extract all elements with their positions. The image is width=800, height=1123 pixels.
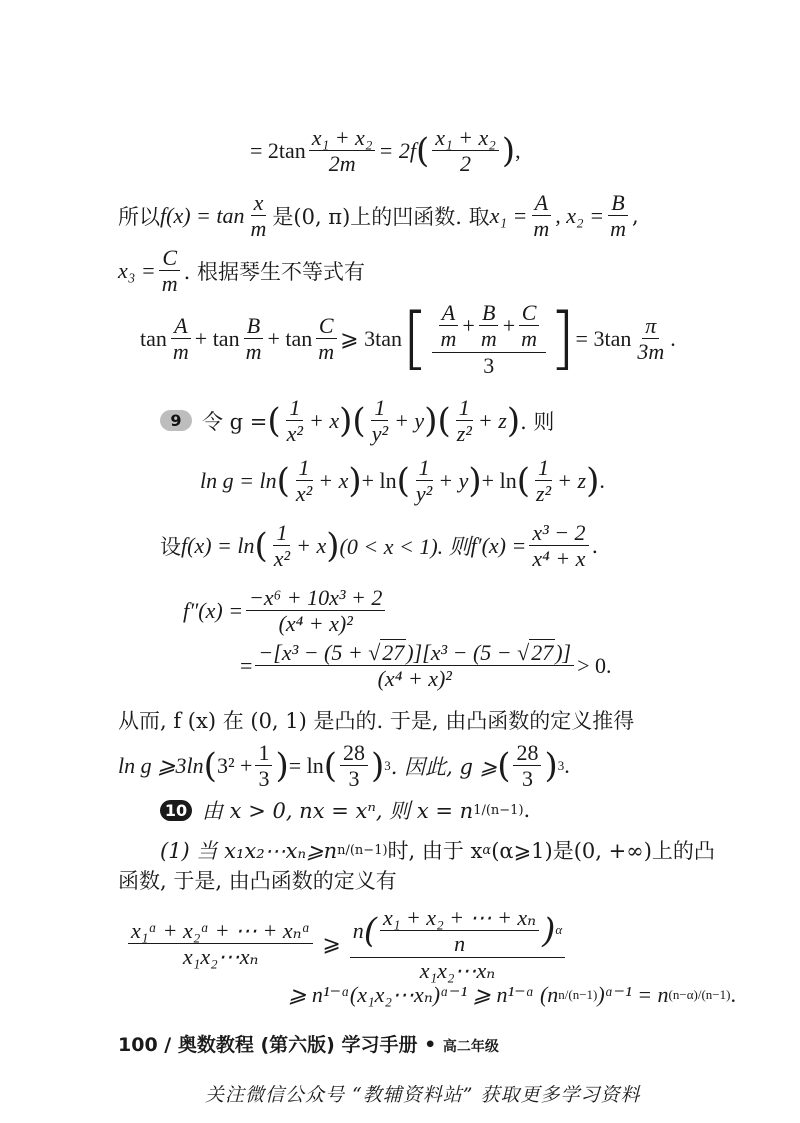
problem-number-badge: 10 <box>160 800 192 821</box>
second-derivative: f″(x) = $\frac{\text{−x⁶ + 10x³ + 2}}{\text{(x⁴ + x)²}}$ <box>183 585 388 637</box>
fraction: $\frac{C}{m}$ <box>159 245 181 297</box>
page-footer <box>118 1030 499 1057</box>
convex-definition-inequality: $\frac{\text{x₁ᵅ + x₂ᵅ + ⋯ + xₙᵅ}}{\text{x₁x₂⋯xₙ}}$ ⩾ n ( $\frac{\text{x₁ + x₂ + ⋯ + xₙ}}{n}$ ) α x₁x₂⋯xₙ <box>125 905 568 983</box>
fraction: $\frac{\text{x₁ + x₂}}{2}$ <box>432 125 499 177</box>
fraction: $\frac{A}{m}$ <box>533 190 550 242</box>
final-inequality: ⩾ n¹⁻ᵅ(x₁x₂⋯xₙ)ᵅ⁻¹ ⩾ n¹⁻ᵅ (n n/(n−1) )ᵅ⁻¹ = n (n−α)/(n−1) . <box>288 982 736 1007</box>
ln-g-result: ln g ⩾3ln ( 3² + $\frac{1}{3}$ ) = ln ( $\frac{28}{3}$ ) 3 . 因此, g ⩾ ( $\frac{28}{3}$ ) 3 . <box>118 740 570 792</box>
equation-line-1: = 2tan $\frac{\text{x₁ + x₂}}{2m}$ = 2f ( $\frac{\text{x₁ + x₂}}{2}$ ) , <box>250 125 521 177</box>
problem-10-text: 函数, 于是, 由凸函数的定义有 <box>118 869 397 893</box>
text-line-3: x₃ = $\frac{C}{m}$ . 根据琴生不等式有 <box>118 245 366 297</box>
convexity-text: 从而, f (x) 在 (0, 1) 是凸的. 于是, 由凸函数的定义推得 <box>118 709 635 733</box>
fraction: $\frac{B}{m}$ <box>610 190 626 242</box>
problem-9-intro: 9 令 g = ( $\frac{1}{\text{x²}}$ + x ) ( $\frac{1}{\text{y²}}$ + y ) ( $\frac{1}{\text{z²}}$ + z ) . 则 <box>160 395 554 447</box>
page-number: 100 <box>118 1034 158 1056</box>
watermark-notice: 关注微信公众号 “教辅资料站” 获取更多学习资料 <box>205 1084 641 1106</box>
book-title: / 奥数教程 (第六版) 学习手册 • <box>164 1034 437 1056</box>
problem-10-case-1: (1) 当 x₁x₂⋯xₙ⩾n n/(n−1) 时, 由于 x α (α⩾1)是(0, +∞)上的凸 <box>160 839 715 863</box>
text-line-2: 所以 f(x) = tan $\frac{x}{m}$ 是(0, π)上的凹函数. 取 x₁ = $\frac{A}{m}$ , x₂ = $\frac{B}{m}$ , <box>118 190 639 242</box>
second-derivative-factored: = $\frac{\text{−[x³ − (5 + √27)][x³ − (5 − √27)]}}{\text{(x⁴ + x)²}}$ > 0. <box>240 640 612 692</box>
fraction: $\frac{\text{x₁ + x₂}}{2m}$ <box>309 125 376 177</box>
fraction: $\frac{x}{m}$ <box>250 190 267 242</box>
problem-number-badge: 9 <box>160 410 192 431</box>
grade-label: 高二年级 <box>442 1039 499 1055</box>
jensen-inequality: tan $\frac{A}{m}$ + tan $\frac{B}{m}$ + tan $\frac{C}{m}$ ⩾ 3tan [ $\frac{A}{m}$ + $\frac{B}{m}$ + $\frac{C}{m}$ 3 ] = 3tan $\frac{\pi}{3m}$ . <box>140 298 676 378</box>
problem-9-derivative: 设 f(x) = ln ( $\frac{1}{\text{x²}}$ + x ) (0 < x < 1). 则 f′(x) = $\frac{\text{x³ − 2}}{\text{x⁴ + x}}$ . <box>160 520 599 572</box>
problem-9-ln: ln g = ln ( $\frac{1}{\text{x²}}$ + x ) + ln ( $\frac{1}{\text{y²}}$ + y ) + ln ( $\frac{1}{\text{z²}}$ + z ) . <box>200 455 605 507</box>
problem-10-intro: 10 由 x > 0, nx = xⁿ, 则 x = n 1/(n−1) . <box>160 795 530 825</box>
